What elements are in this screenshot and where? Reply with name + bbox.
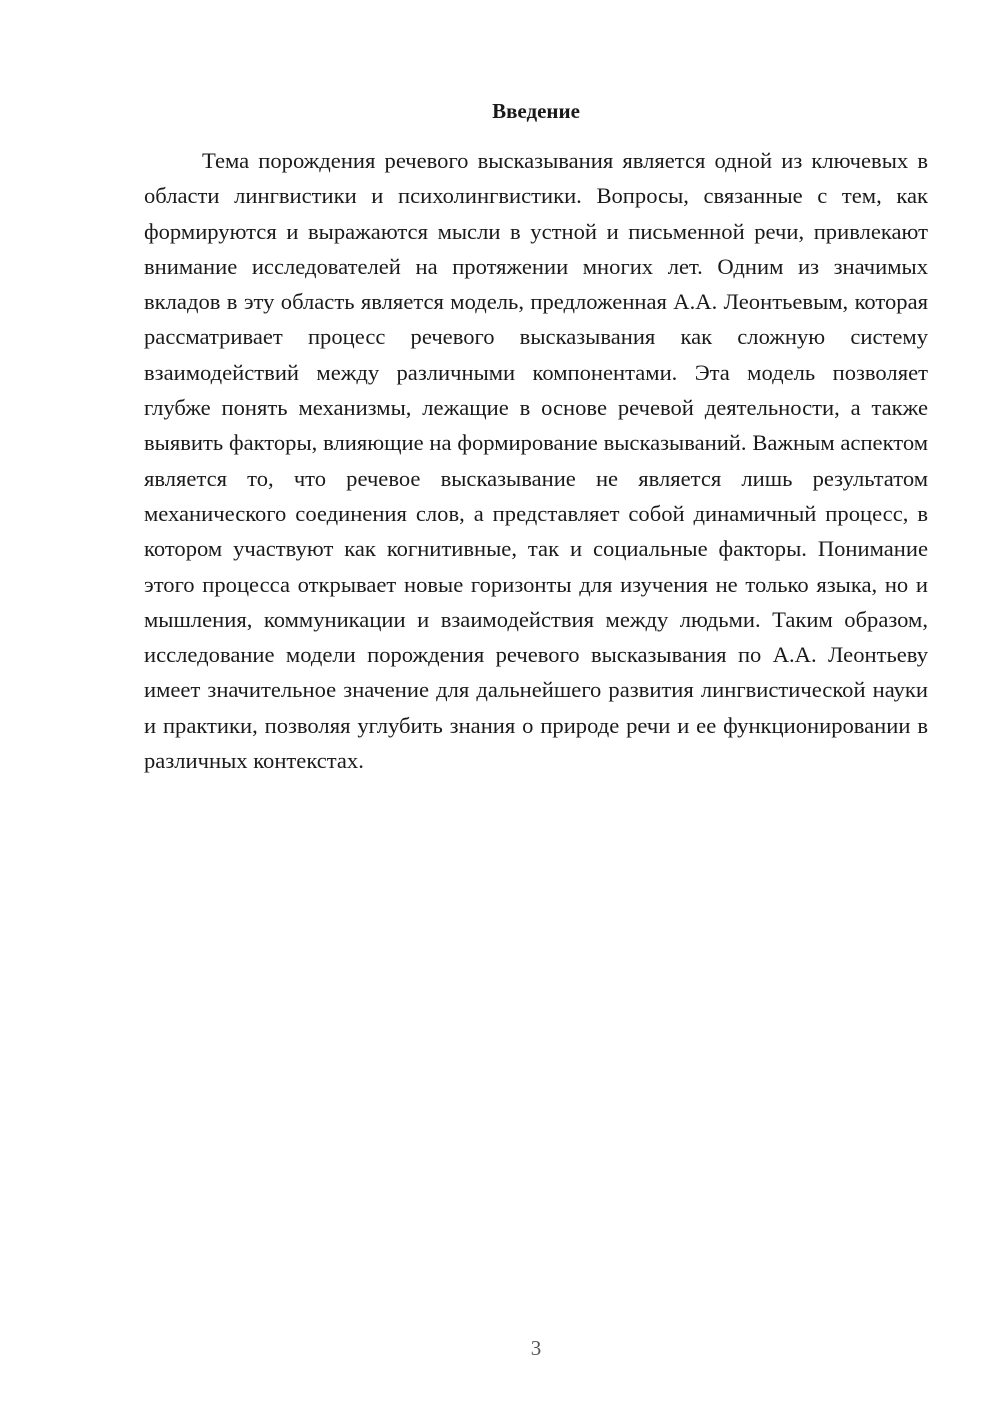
introduction-paragraph: Тема порождения речевого высказывания является одной из ключевых в области лингвистики и психолингвистики. Вопросы, связанные с тем, как формируются и выражаются мысли в устной и письменной речи, привлекают внимание исследователей на протяжении многих лет. Одним из значимых вкладов в эту область является модель, предложенная А.А. Леонтьевым, которая рассматривает процесс речевого высказывания как сложную систему взаимодействий между различными компонентами. Эта модель позволяет глубже понять механизмы, лежащие в основе речевой деятельности, а также выявить факторы, влияющие на формирование высказываний. Важным аспектом является то, что речевое высказывание не является лишь результатом механического соединения слов, а представляет собой динамичный процесс, в котором участвуют как когнитивные, так и социальные факторы. Понимание этого процесса открывает новые горизонты для изучения не только языка, но и мышления, коммуникации и взаимодействия между людьми. Таким образом, исследование модели порождения речевого высказывания по А.А. Леонтьеву имеет значительное значение для дальнейшего развития лингвистической науки и практики, позволяя углубить знания о природе речи и ее функционировании в различных контекстах. <box>144 148 928 774</box>
section-title: Введение <box>492 99 580 123</box>
page-number: 3 <box>530 1336 542 1360</box>
